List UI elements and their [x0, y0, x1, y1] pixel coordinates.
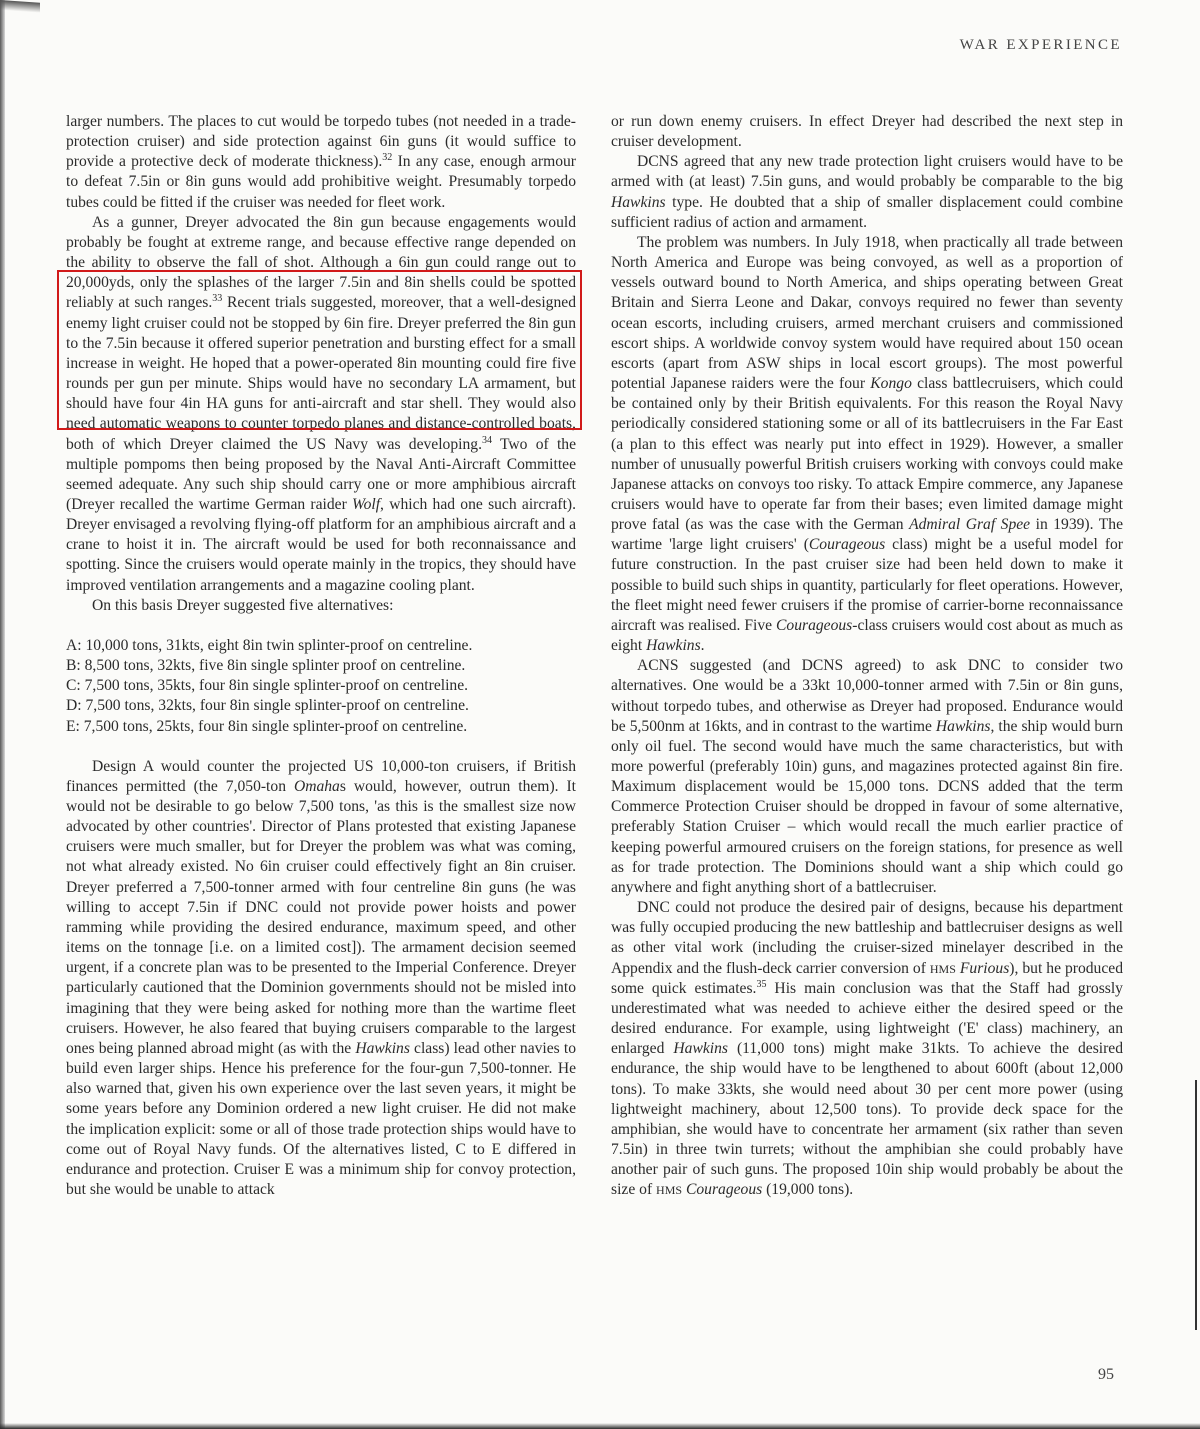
ship-name-furious: Furious — [959, 959, 1010, 977]
ship-name-hawkins: Hawkins — [611, 193, 666, 211]
hms-prefix: HMS — [656, 1183, 683, 1198]
ship-name-hawkins: Hawkins — [935, 717, 991, 735]
running-head: WAR EXPERIENCE — [959, 37, 1122, 53]
footnote-ref-33: 33 — [212, 293, 223, 305]
ship-name-courageous: Courageous — [776, 616, 853, 634]
ship-name-wolf: Wolf — [352, 495, 381, 513]
ship-name-courageous: Courageous — [685, 1181, 763, 1199]
footnote-ref-32: 32 — [382, 152, 393, 164]
footnote-ref-35: 35 — [756, 978, 767, 990]
right-column — [611, 112, 1123, 1200]
paragraph-left-1: larger numbers. The places to cut would be torpedo tubes (not needed in a trade-protection cruiser) and side protection against 6in guns (it would suffice to provide a protective deck of moderate thickness).$^{32}$ In any case, enough armour to defeat 7.5in or 8in guns would add prohibitive weight. Presumably torpedo tubes could be fitted if the cruiser was needed for fleet work. — [66, 113, 576, 211]
ship-name-graf-spee: Admiral Graf Spee — [909, 516, 1031, 534]
paragraph-right-4: ACNS suggested (and DCNS agreed) to ask DNC to consider two alternatives. One would be a 33kt 10,000-tonner armed with 7.5in or 8in guns, without torpedo tubes, and otherwise as Dreyer had proposed. Endurance would be 5,500nm at 16kts, and in contrast to the wartime Hawkins, the ship would burn only oil fuel. The second would have much the same characteristics, but with more powerful (preferably 10in) guns, and magazines protected against 8in fire. Maximum displacement would be 15,000 tons. DCNS added that the term Commerce Protection Cruiser should be dropped in favour of some alternative, preferably Station Cruiser – which would recall the much earlier practice of keeping powerful armoured cruisers on the foreign stations, for presence as well as for trade protection. The Dominions should want a ship which could go anywhere and fight anything short of a battlecruiser. — [611, 657, 1123, 896]
ship-name-omaha: Omaha — [293, 777, 340, 795]
scan-corner-shadow — [0, 0, 40, 13]
ship-name-hawkins: Hawkins — [355, 1039, 410, 1057]
alternative-item: A: 10,000 tons, 31kts, eight 8in twin splinter-proof on centreline. — [66, 636, 473, 654]
scan-edge-bottom — [0, 1423, 1200, 1429]
paragraph-left-2: As a gunner, Dreyer advocated the 8in gun because engagements would probably be fought at extreme range, and because effective range depended on the ability to observe the fall of shot. Although a 6in gun could range out to 20,000yds, only the splashes of the larger 7.5in and 8in shells could be spotted reliably at such ranges.$^{33}$ Recent trials suggested, moreover, that a well-designed enemy light cruiser could not be stopped by 6in fire. Dreyer preferred the 8in gun to the 7.5in because it offered superior penetration and bursting effect for a small increase in weight. He hoped that a power-operated 8in mounting could fire five rounds per gun per minute. Ships would have no secondary LA armament, but should have four 4in HA guns for anti-aircraft and star shell. They would also need automatic weapons to counter torpedo planes and distance-controlled boats, both of which Dreyer claimed the US Navy was developing.$^{34}$ Two of the multiple pompoms then being proposed by the Naval Anti-Aircraft Committee seemed adequate. Any such ship should carry one or more amphibious aircraft (Dreyer recalled the wartime German raider Wolf, which had one such aircraft). Dreyer envisaged a revolving flying-off platform for an amphibious aircraft and a crane to hoist it in. The aircraft would be used for both reconnaissance and spotting. Since the cruisers would operate mainly in the tropics, they should have improved ventilation arrangements and a magazine cooling plant. — [66, 213, 577, 594]
paragraph-right-3: The problem was numbers. In July 1918, when practically all trade between North America and Europe was being convoyed, as well as a proportion of vessels outward bound to North America, and ships operating between Great Britain and Sierra Leone and Dakar, convoys required no fewer than seventy ocean escorts, including cruisers, armed merchant cruisers and commissioned escort ships. A worldwide convoy system would have required about 150 ocean escorts (apart from ASW ships in local escort groups). The most powerful potential Japanese raiders were the four Kongo class battlecruisers, which could be contained only by their British equivalents. For this reason the Royal Navy periodically considered stationing some or all of its battlecruisers in the Far East (a plan to this effect was nearly put into effect in 1929). However, a smaller number of unusually powerful British cruisers working with convoys could make Japanese attacks on convoys too risky. To attack Empire commerce, any Japanese cruisers would have to operate far from their bases; even limited damage might prove fatal (as was the case with the German Admiral Graf Spee in 1939). The wartime 'large light cruisers' (Courageous class) might be a useful model for future construction. In the past cruiser size had been held down to make it possible to build such ships in quantity, particularly for fleet operations. However, the fleet might need fewer cruisers if the promise of carrier-borne reconnaissance aircraft was realised. Five Courageous-class cruisers would cost about as much as eight Hawkins. — [611, 233, 1124, 655]
paragraph-right-2: DCNS agreed that any new trade protection light cruisers would have to be armed with (at least) 7.5in guns, and would probably be comparable to the big Hawkins type. He doubted that a ship of smaller displacement could combine sufficient radius of action and armament. — [611, 153, 1123, 231]
footnote-ref-34: 34 — [481, 434, 492, 446]
page-number: 95 — [1098, 1366, 1114, 1383]
hms-prefix: HMS — [929, 961, 956, 976]
paragraph-left-3: On this basis Dreyer suggested five alternatives: — [92, 596, 394, 614]
ship-name-courageous: Courageous — [808, 536, 886, 554]
left-column — [66, 112, 576, 1200]
paragraph-right-5: DNC could not produce the desired pair of designs, because his department was fully occupied producing the new battleship and battlecruiser designs as well as other vital work (including the cruiser-sized minelayer described in the Appendix and the flush-deck carrier conversion of HMS Furious), but he produced some quick estimates.$^{35}$ His main conclusion was that the Staff had grossly underestimated what was needed to achieve either the desired speed or the desired endurance. For example, using lightweight ('E' class) machinery, an enlarged Hawkins (11,000 tons) might make 31kts. To achieve the desired endurance, the ship would have to be lengthened to about 600ft (about 12,000 tons). To make 33kts, she would need about 30 per cent more power (using lightweight machinery, about 12,500 tons). To provide deck space for the amphibian, she would have to concentrate her armament (six rather than seven 7.5in) in three twin turrets; without the amphibian she could probably have another pair of such guns. The proposed 10in ship would probably be about the size of HMS Courageous (19,000 tons). — [611, 899, 1124, 1199]
ship-name-hawkins: Hawkins — [646, 637, 701, 655]
alternative-item: D: 7,500 tons, 32kts, four 8in single splinter-proof on centreline. — [66, 697, 469, 715]
alternative-item: B: 8,500 tons, 32kts, five 8in single splinter proof on centreline. — [66, 657, 466, 675]
alternative-item: E: 7,500 tons, 25kts, four 8in single splinter-proof on centreline. — [66, 717, 468, 735]
paragraph-left-4: Design A would counter the projected US 10,000-ton cruisers, if British finances permitted (the 7,050-ton Omahas would, however, outrun them). It would not be desirable to go below 7,500 tons, 'as this is the smallest size now advocated by other countries'. Director of Plans protested that existing Japanese cruisers were much smaller, but for Dreyer the problem was what was coming, not what already existed. No 6in cruiser could effectively fight an 8in cruiser. Dreyer preferred a 7,500-tonner armed with four centreline 8in guns (he was willing to accept 7.5in if DNC could not provide power hoists and power ramming while providing the desired endurance, maximum speed, and other items on the tonnage [i.e. on a limited cost]). The armament decision seemed urgent, if a concrete plan was to be presented to the Imperial Conference. Dreyer particularly cautioned that the Dominion governments should not be misled into imagining that they were being asked for nothing more than the wartime fleet cruisers. However, he also feared that buying cruisers comparable to the largest ones being planned abroad might (as with the Hawkins class) lead other navies to build even larger ships. Hence his preference for the four-gun 7,500-tonner. He also warned that, given his own experience over the last seven years, it might be some years before any Dominion ordered a new light cruiser. He did not make the implication explicit: some or all of those trade protection ships would have to come out of Royal Navy funds. Of the alternatives listed, C to E differed in endurance and protection. Cruiser E was a minimum ship for convoy protection, but she would be unable to attack — [66, 757, 576, 1198]
scan-edge-right — [1195, 1080, 1197, 1330]
alternatives-list — [66, 636, 576, 737]
alternative-item: C: 7,500 tons, 35kts, four 8in single splinter-proof on centreline. — [66, 677, 469, 695]
paragraph-right-1: or run down enemy cruisers. In effect Dreyer had described the next step in cruiser development. — [611, 113, 1123, 151]
ship-name-hawkins: Hawkins — [673, 1040, 728, 1058]
ship-name-kongo: Kongo — [870, 375, 912, 393]
scan-edge-left — [0, 0, 5, 1429]
